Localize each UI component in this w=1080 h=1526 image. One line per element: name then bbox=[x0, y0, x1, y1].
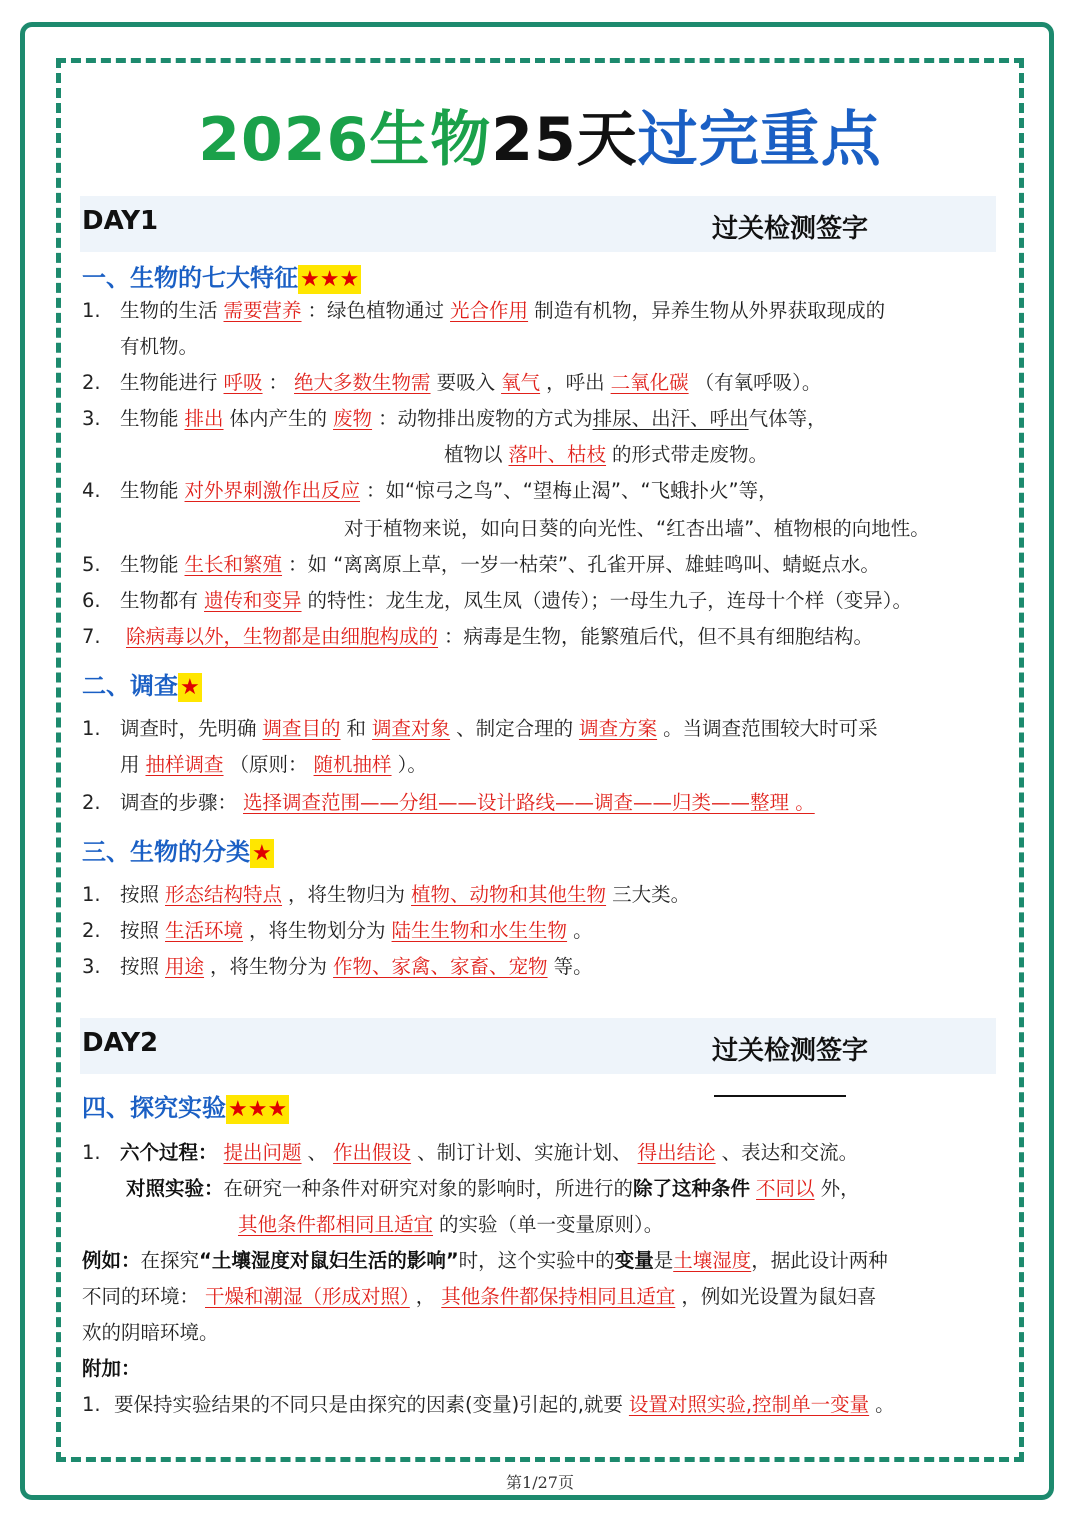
item-number: 5. bbox=[82, 553, 101, 576]
answer: 选择调查范围——分组——设计路线——调查——归类——整理 。 bbox=[243, 791, 815, 814]
text: 生物能 bbox=[120, 553, 179, 576]
text: 三大类。 bbox=[612, 883, 691, 906]
answer: 氧气 bbox=[501, 371, 541, 394]
item-number: 1. bbox=[82, 1141, 101, 1164]
s4-line-1 bbox=[82, 1140, 858, 1166]
answer: 呼吸 bbox=[223, 371, 263, 394]
s1-line-1 bbox=[82, 298, 885, 324]
bold-text: 例如： bbox=[82, 1249, 141, 1272]
text: 生物能 bbox=[120, 479, 179, 502]
answer: 落叶、枯枝 bbox=[508, 443, 607, 466]
text: 按照 bbox=[120, 919, 160, 942]
text: ：绿色植物通过 bbox=[307, 299, 445, 322]
answer: 作物、家禽、家畜、宠物 bbox=[333, 955, 548, 978]
item-number: 7. bbox=[82, 625, 101, 648]
item-number: 1. bbox=[82, 883, 101, 906]
text: 用 bbox=[120, 753, 140, 776]
star-rating: ★★★ bbox=[228, 1097, 288, 1122]
s4-line-2 bbox=[126, 1176, 860, 1202]
text: 、制定合理的 bbox=[456, 717, 574, 740]
text: 是 bbox=[653, 1249, 674, 1272]
text: 、 bbox=[307, 1141, 328, 1164]
answer: 需要营养 bbox=[223, 299, 302, 322]
text: 按照 bbox=[120, 883, 160, 906]
text: ，据此设计两种 bbox=[751, 1249, 888, 1272]
text: 按照 bbox=[120, 955, 160, 978]
section-4-title bbox=[82, 1088, 289, 1123]
s4-line-3b bbox=[82, 1284, 876, 1310]
answer: 绝大多数生物需 bbox=[294, 371, 431, 394]
section-4-text: 四、探究实验 bbox=[82, 1094, 226, 1122]
text: （有氧呼吸）。 bbox=[694, 371, 822, 394]
answer: 得出结论 bbox=[637, 1141, 716, 1164]
answer: 设置对照实验,控制单一变量 bbox=[628, 1393, 870, 1416]
answer: 生长和繁殖 bbox=[184, 553, 283, 576]
answer: 不同以 bbox=[756, 1177, 815, 1200]
addendum-label: 附加： bbox=[82, 1357, 141, 1380]
text: ，将生物归为 bbox=[288, 883, 406, 906]
item-number: 2. bbox=[82, 919, 101, 942]
text: 调查时，先明确 bbox=[120, 717, 257, 740]
text: 外， bbox=[820, 1177, 860, 1200]
answer: 遗传和变异 bbox=[204, 589, 302, 612]
answer: 提出问题 bbox=[223, 1141, 302, 1164]
text: ，将生物分为 bbox=[210, 955, 328, 978]
item-number: 6. bbox=[82, 589, 101, 612]
section-1-text: 一、生物的七大特征 bbox=[82, 264, 298, 292]
item-number: 2. bbox=[82, 371, 101, 394]
bold-text: “土壤湿度对鼠妇生活的影响” bbox=[199, 1249, 459, 1272]
item-number: 3. bbox=[82, 955, 101, 978]
answer: 陆生生物和水生生物 bbox=[391, 919, 568, 942]
answer: 其他条件都相同且适宜 bbox=[238, 1213, 434, 1236]
day1-header bbox=[80, 196, 996, 252]
section-2-text: 二、调查 bbox=[82, 672, 178, 700]
answer: 除病毒以外，生物都是由细胞构成的 bbox=[126, 625, 439, 648]
item-number: 4. bbox=[82, 479, 101, 502]
text: 。当调查范围较大时可采 bbox=[663, 717, 878, 740]
s1-line-4b: 对于植物来说，如向日葵的向光性、“红杏出墙”、植物根的向地性。 bbox=[344, 517, 930, 540]
text: 的形式带走废物。 bbox=[612, 443, 769, 466]
s1-line-3b bbox=[444, 442, 768, 468]
s1-line-7 bbox=[82, 624, 873, 650]
text: 生物的生活 bbox=[120, 299, 218, 322]
s4-line-2b bbox=[232, 1212, 663, 1238]
text: 调查的步骤： bbox=[120, 791, 238, 814]
s2-line-2 bbox=[82, 790, 821, 816]
answer: 植物、动物和其他生物 bbox=[411, 883, 607, 906]
answer: 废物 bbox=[333, 407, 373, 430]
text: 、制订计划、实施计划、 bbox=[417, 1141, 632, 1164]
text: 等。 bbox=[553, 955, 593, 978]
section-2-title bbox=[82, 666, 202, 701]
s1-line-1b: 有机物。 bbox=[120, 335, 199, 358]
s1-line-6 bbox=[82, 588, 912, 614]
answer: 对外界刺激作出反应 bbox=[184, 479, 361, 502]
answer: 生活环境 bbox=[165, 919, 244, 942]
text: ，例如光设置为鼠妇喜 bbox=[681, 1285, 877, 1308]
answer: 调查方案 bbox=[579, 717, 658, 740]
s4-line-3 bbox=[82, 1248, 888, 1274]
text: ：如 “离离原上草，一岁一枯荣”、孔雀开屏、雄蛙鸣叫、蜻蜓点水。 bbox=[288, 553, 880, 576]
answer: 光合作用 bbox=[450, 299, 529, 322]
answer: 排出 bbox=[184, 407, 224, 430]
item-number: 3. bbox=[82, 407, 101, 430]
s1-line-2 bbox=[82, 370, 821, 396]
s1-line-5 bbox=[82, 552, 880, 578]
text: 制造有机物，异养生物从外界获取现成的 bbox=[534, 299, 886, 322]
text: 的实验（单一变量原则）。 bbox=[439, 1213, 664, 1236]
text: 的特性：龙生龙，凤生凤（遗传）；一母生九子，连母十个样（变异）。 bbox=[307, 589, 913, 612]
day2-label: DAY2 bbox=[82, 1028, 159, 1058]
day2-sign bbox=[712, 1030, 996, 1097]
bold-text: 对照实验： bbox=[126, 1177, 224, 1200]
day2-header bbox=[80, 1018, 996, 1074]
text: 在研究一种条件对研究对象的影响时，所进行的 bbox=[223, 1177, 634, 1200]
s1-line-4 bbox=[82, 478, 778, 504]
text: 生物都有 bbox=[120, 589, 199, 612]
text: ：病毒是生物，能繁殖后代，但不具有细胞结构。 bbox=[444, 625, 874, 648]
page-number: 第1/27页 bbox=[506, 1473, 574, 1492]
item-number: 1. bbox=[82, 299, 101, 322]
item-number: 1. bbox=[82, 1393, 101, 1416]
s2-line-1 bbox=[82, 716, 878, 742]
text: ）。 bbox=[397, 753, 427, 776]
s4-line-3c: 欢的阴暗环境。 bbox=[82, 1321, 219, 1344]
s3-line-1 bbox=[82, 882, 690, 908]
bold-text: 除了这种条件 bbox=[633, 1177, 751, 1200]
text: 生物能 bbox=[120, 407, 179, 430]
answer: 作出假设 bbox=[333, 1141, 412, 1164]
text: 体内产生的 bbox=[229, 407, 328, 430]
answer: 土壤湿度 bbox=[673, 1249, 752, 1272]
text: （原则： bbox=[229, 753, 308, 776]
page-title bbox=[0, 92, 1080, 178]
title-part2: 25天 bbox=[491, 105, 638, 175]
star-rating: ★ bbox=[180, 675, 200, 700]
item-number: 2. bbox=[82, 791, 101, 814]
section-3-title bbox=[82, 832, 274, 867]
item-number: 1. bbox=[82, 717, 101, 740]
text: 。 bbox=[573, 919, 593, 942]
text: 要保持实验结果的不同只是由探究的因素(变量)引起的,就要 bbox=[114, 1393, 623, 1416]
day1-label: DAY1 bbox=[82, 206, 159, 236]
text: 要吸入 bbox=[436, 371, 496, 394]
text: 时，这个实验中的 bbox=[458, 1249, 615, 1272]
answer: 二氧化碳 bbox=[610, 371, 689, 394]
answer: 形态结构特点 bbox=[165, 883, 283, 906]
answer: 干燥和潮湿（形成对照） bbox=[205, 1285, 410, 1308]
answer: 随机抽样 bbox=[313, 753, 392, 776]
bold-text: 六个过程： bbox=[120, 1141, 218, 1164]
text: ， bbox=[415, 1285, 436, 1308]
text: ：动物排出废物的方式为 bbox=[378, 407, 593, 430]
s2-line-1b bbox=[120, 752, 427, 778]
text: 不同的环境： bbox=[82, 1285, 200, 1308]
section-1-title bbox=[82, 258, 361, 293]
answer: 用途 bbox=[165, 955, 205, 978]
text: 、表达和交流。 bbox=[721, 1141, 859, 1164]
signature-line[interactable] bbox=[714, 1071, 846, 1097]
section-3-text: 三、生物的分类 bbox=[82, 838, 250, 866]
answer: 其他条件都保持相同且适宜 bbox=[441, 1285, 676, 1308]
text: ，呼出 bbox=[546, 371, 605, 394]
s1-line-3 bbox=[82, 406, 827, 432]
text: ，将生物划分为 bbox=[249, 919, 386, 942]
s3-line-2 bbox=[82, 918, 593, 944]
text: 生物能进行 bbox=[120, 371, 218, 394]
day1-sign: 过关检测签字 bbox=[712, 214, 869, 244]
text: 气体等， bbox=[748, 407, 827, 430]
s4-line-4 bbox=[82, 1392, 895, 1418]
answer: 调查对象 bbox=[372, 717, 451, 740]
title-part3: 过完重点 bbox=[637, 105, 882, 175]
day2-sign-text: 过关检测签字 bbox=[712, 1036, 869, 1066]
text: 在探究 bbox=[140, 1249, 200, 1272]
answer: 调查目的 bbox=[262, 717, 341, 740]
text: ： bbox=[268, 371, 289, 394]
star-rating: ★★★ bbox=[300, 267, 360, 292]
text: 植物以 bbox=[444, 443, 503, 466]
text: 和 bbox=[346, 717, 367, 740]
star-rating: ★ bbox=[252, 841, 272, 866]
bold-text: 变量 bbox=[614, 1249, 654, 1272]
s3-line-3 bbox=[82, 954, 593, 980]
underlined-text: 排尿、出汗、呼出 bbox=[592, 407, 749, 430]
text: 。 bbox=[875, 1393, 895, 1416]
title-part1: 2026生物 bbox=[198, 105, 492, 175]
answer: 抽样调查 bbox=[145, 753, 224, 776]
text: ：如“惊弓之鸟”、“望梅止渴”、“飞蛾扑火”等， bbox=[366, 479, 778, 502]
